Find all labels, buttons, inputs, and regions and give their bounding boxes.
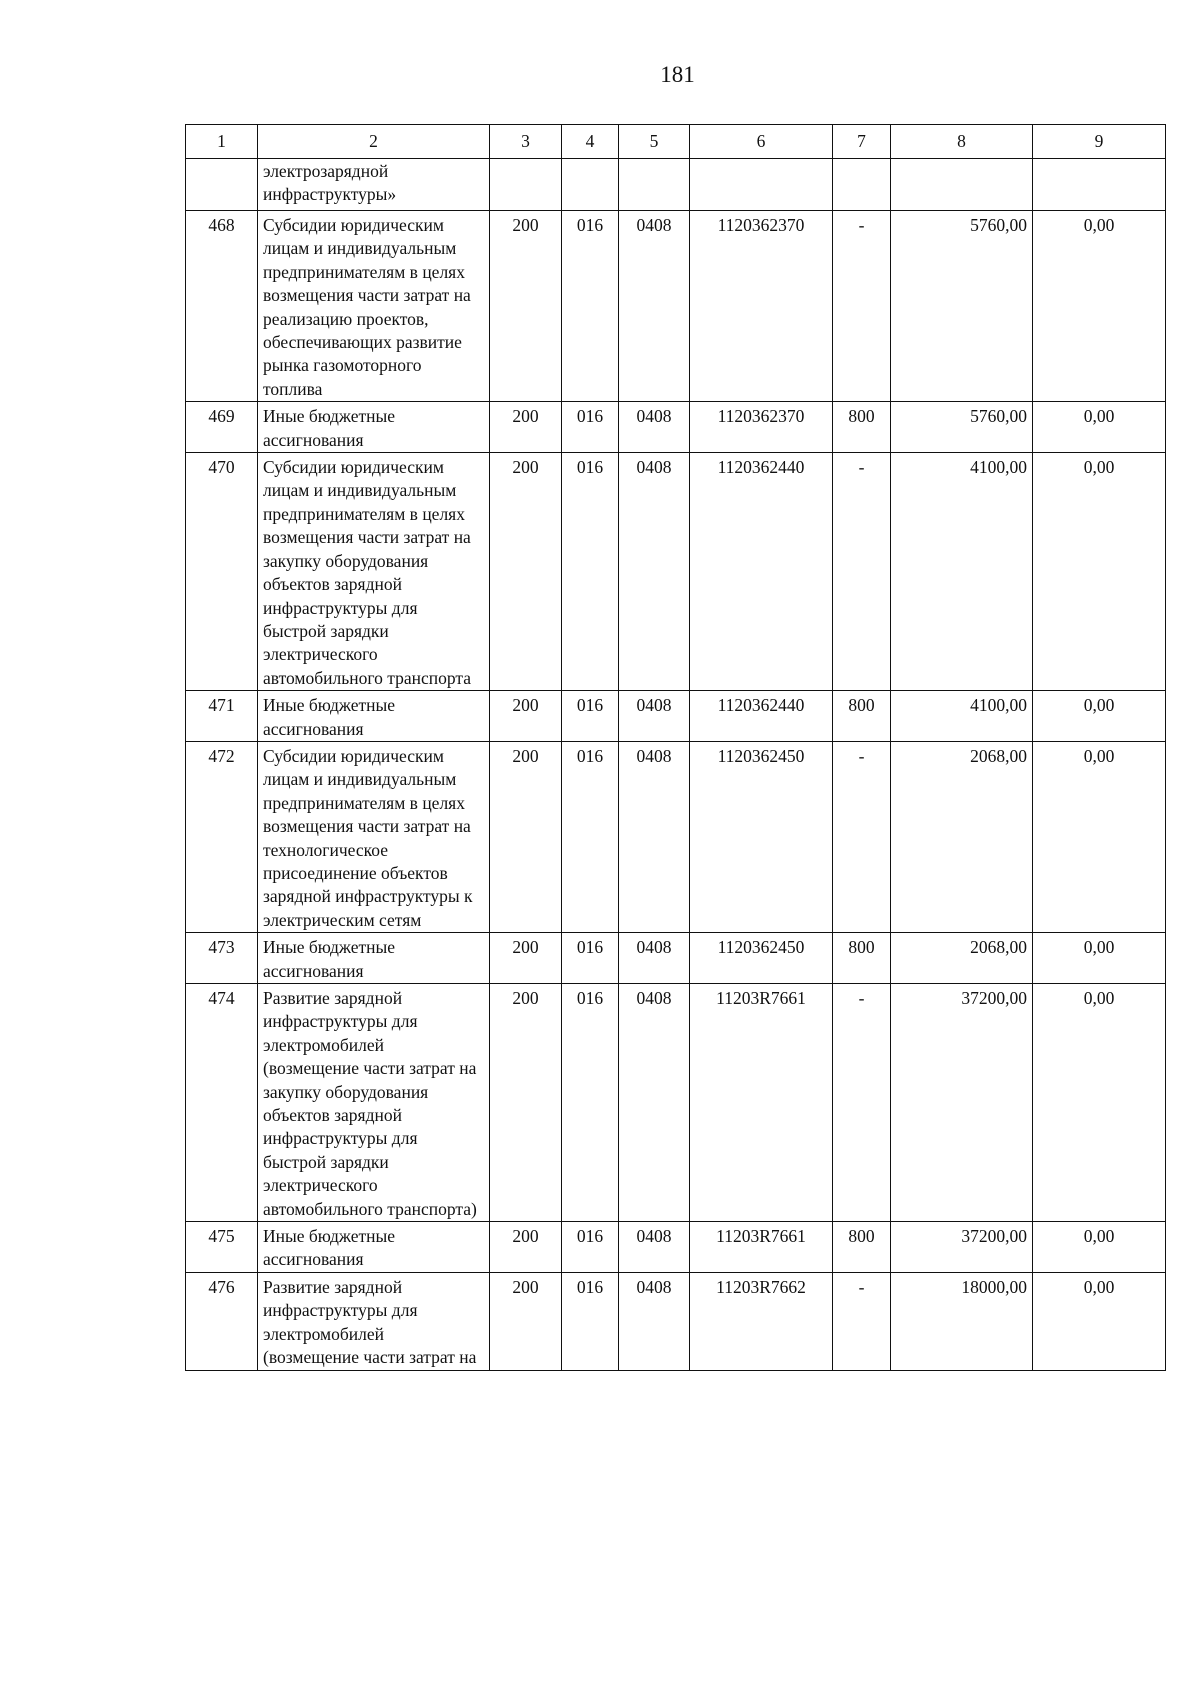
cell-prz: 0408 (619, 211, 690, 402)
cell-csr: 11203R7662 (690, 1272, 833, 1370)
table-header-row (186, 125, 1166, 159)
cell-sum2: 0,00 (1033, 1272, 1166, 1370)
cell-vr: 800 (833, 402, 891, 453)
cell-sum1: 37200,00 (891, 1222, 1033, 1273)
cell-name: Субсидии юридическим лицам и индивидуальным предпринимателям в целях возмещения части затрат на реализацию проектов, обеспечивающих развитие рынка газомоторного топлива (258, 211, 490, 402)
cell-num: 471 (186, 691, 258, 742)
cell-name: электрозарядной инфраструктуры» (258, 159, 490, 211)
cell-rz: 016 (562, 1222, 619, 1273)
cell-rz: 016 (562, 691, 619, 742)
cell-rz: 016 (562, 453, 619, 691)
cell-vr: - (833, 741, 891, 932)
header-col-4: 4 (562, 125, 619, 159)
cell-prz: 0408 (619, 1222, 690, 1273)
header-col-5: 5 (619, 125, 690, 159)
cell-sum2: 0,00 (1033, 691, 1166, 742)
table-row (186, 691, 1166, 742)
cell-vr: - (833, 211, 891, 402)
cell-sum2: 0,00 (1033, 453, 1166, 691)
cell-sum2: 0,00 (1033, 984, 1166, 1222)
cell-name: Иные бюджетные ассигнования (258, 933, 490, 984)
cell-vr: 800 (833, 933, 891, 984)
cell-prz: 0408 (619, 1272, 690, 1370)
cell-name: Иные бюджетные ассигнования (258, 402, 490, 453)
cell-vr: - (833, 453, 891, 691)
cell-rz: 016 (562, 211, 619, 402)
cell-vr: - (833, 1272, 891, 1370)
header-col-9: 9 (1033, 125, 1166, 159)
cell-csr: 1120362440 (690, 453, 833, 691)
cell-num: 472 (186, 741, 258, 932)
cell-prz: 0408 (619, 691, 690, 742)
header-col-2: 2 (258, 125, 490, 159)
cell-sum1: 2068,00 (891, 741, 1033, 932)
cell-num: 469 (186, 402, 258, 453)
cell-sum2: 0,00 (1033, 741, 1166, 932)
cell-prz: 0408 (619, 741, 690, 932)
cell-vr: 800 (833, 691, 891, 742)
table-row (186, 453, 1166, 691)
header-col-1: 1 (186, 125, 258, 159)
table-row (186, 741, 1166, 932)
cell-num: 473 (186, 933, 258, 984)
header-col-7: 7 (833, 125, 891, 159)
cell-grbs: 200 (490, 933, 562, 984)
cell-grbs: 200 (490, 984, 562, 1222)
cell-name: Развитие зарядной инфраструктуры для электромобилей (возмещение части затрат на (258, 1272, 490, 1370)
cell-name: Иные бюджетные ассигнования (258, 691, 490, 742)
cell-rz: 016 (562, 1272, 619, 1370)
cell-name: Иные бюджетные ассигнования (258, 1222, 490, 1273)
cell-grbs: 200 (490, 453, 562, 691)
cell-num: 476 (186, 1272, 258, 1370)
cell-sum1: 18000,00 (891, 1272, 1033, 1370)
cell-prz: 0408 (619, 984, 690, 1222)
cell-num: 468 (186, 211, 258, 402)
table-row (186, 211, 1166, 402)
cell-rz: 016 (562, 933, 619, 984)
cell-prz: 0408 (619, 453, 690, 691)
cell-rz: 016 (562, 984, 619, 1222)
cell-num: 474 (186, 984, 258, 1222)
continuation-row (186, 159, 1166, 211)
cell-sum1: 5760,00 (891, 402, 1033, 453)
cell-csr (690, 159, 833, 211)
table-row (186, 984, 1166, 1222)
cell-sum1: 5760,00 (891, 211, 1033, 402)
cell-vr: - (833, 984, 891, 1222)
cell-name: Развитие зарядной инфраструктуры для электромобилей (возмещение части затрат на закупку оборудования объектов зарядной инфраструктуры для быстрой зарядки электрического автомобильного транспорта) (258, 984, 490, 1222)
table-row (186, 402, 1166, 453)
cell-grbs (490, 159, 562, 211)
cell-sum1: 37200,00 (891, 984, 1033, 1222)
table-row (186, 1272, 1166, 1370)
table-row (186, 1222, 1166, 1273)
cell-vr (833, 159, 891, 211)
cell-num: 470 (186, 453, 258, 691)
cell-csr: 11203R7661 (690, 984, 833, 1222)
header-col-3: 3 (490, 125, 562, 159)
budget-table (185, 124, 1166, 1371)
cell-grbs: 200 (490, 211, 562, 402)
page-number: 181 (660, 62, 695, 87)
cell-csr: 1120362370 (690, 211, 833, 402)
cell-sum2: 0,00 (1033, 933, 1166, 984)
cell-sum2: 0,00 (1033, 402, 1166, 453)
cell-name: Субсидии юридическим лицам и индивидуальным предпринимателям в целях возмещения части затрат на технологическое присоединение объектов зарядной инфраструктуры к электрическим сетям (258, 741, 490, 932)
cell-sum1: 4100,00 (891, 453, 1033, 691)
table-row (186, 933, 1166, 984)
cell-sum1: 4100,00 (891, 691, 1033, 742)
cell-grbs: 200 (490, 402, 562, 453)
cell-prz (619, 159, 690, 211)
cell-sum1: 2068,00 (891, 933, 1033, 984)
cell-grbs: 200 (490, 1222, 562, 1273)
cell-prz: 0408 (619, 933, 690, 984)
cell-rz: 016 (562, 741, 619, 932)
cell-name: Субсидии юридическим лицам и индивидуальным предпринимателям в целях возмещения части затрат на закупку оборудования объектов зарядной инфраструктуры для быстрой зарядки электрического автомобильного транспорта (258, 453, 490, 691)
cell-prz: 0408 (619, 402, 690, 453)
cell-grbs: 200 (490, 741, 562, 932)
cell-num (186, 159, 258, 211)
cell-grbs: 200 (490, 1272, 562, 1370)
cell-sum2 (1033, 159, 1166, 211)
cell-csr: 11203R7661 (690, 1222, 833, 1273)
cell-csr: 1120362370 (690, 402, 833, 453)
header-col-8: 8 (891, 125, 1033, 159)
cell-grbs: 200 (490, 691, 562, 742)
cell-csr: 1120362450 (690, 741, 833, 932)
cell-sum2: 0,00 (1033, 1222, 1166, 1273)
cell-rz: 016 (562, 402, 619, 453)
header-col-6: 6 (690, 125, 833, 159)
cell-sum1 (891, 159, 1033, 211)
cell-csr: 1120362440 (690, 691, 833, 742)
cell-rz (562, 159, 619, 211)
cell-csr: 1120362450 (690, 933, 833, 984)
cell-num: 475 (186, 1222, 258, 1273)
cell-sum2: 0,00 (1033, 211, 1166, 402)
cell-vr: 800 (833, 1222, 891, 1273)
